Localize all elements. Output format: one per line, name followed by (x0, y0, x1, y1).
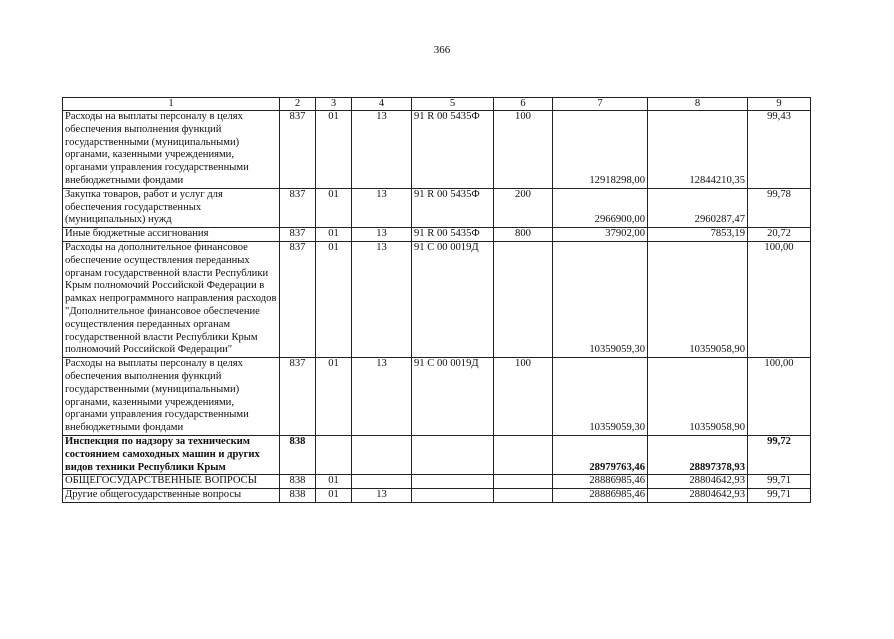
row-name: Инспекция по надзору за техническим состоянием самоходных машин и других видов техники Республики Крым (63, 435, 280, 474)
row-name: Расходы на выплаты персоналу в целях обеспечения выполнения функций государственными (муниципальными) органами, казенными учреждениями, органами управления государственными внебюджетными фондами (63, 111, 280, 189)
header-cell: 8 (648, 98, 748, 111)
table-row (63, 435, 811, 474)
cell-executed: 2960287,47 (648, 188, 748, 227)
cell-target-article (412, 489, 494, 503)
cell-subsection (352, 435, 412, 474)
cell-subsection: 13 (352, 188, 412, 227)
cell-section: 01 (316, 475, 352, 489)
row-name: Расходы на дополнительное финансовое обеспечение осуществления переданных органам государственной власти Республики Крым полномочий Российской Федерации в рамках непрограммного направления расходов "Дополнительное финансовое обеспечение осуществления переданных органам государственной власти Республики Крым полномочий Российской Федерации" (63, 241, 280, 357)
cell-executed: 7853,19 (648, 228, 748, 242)
table-row (63, 358, 811, 436)
cell-admin: 838 (280, 475, 316, 489)
cell-section: 01 (316, 111, 352, 189)
budget-table (62, 97, 811, 503)
cell-executed: 10359058,90 (648, 358, 748, 436)
table-row (63, 111, 811, 189)
cell-plan: 37902,00 (553, 228, 648, 242)
cell-section: 01 (316, 228, 352, 242)
row-name: Закупка товаров, работ и услуг для обеспечения государственных (муниципальных) нужд (63, 188, 280, 227)
cell-expense-type (494, 435, 553, 474)
cell-target-article: 91 С 00 0019Д (412, 241, 494, 357)
cell-expense-type: 200 (494, 188, 553, 227)
cell-admin: 837 (280, 188, 316, 227)
table-row (63, 475, 811, 489)
cell-percent: 99,71 (748, 489, 811, 503)
cell-expense-type (494, 241, 553, 357)
cell-plan: 12918298,00 (553, 111, 648, 189)
cell-executed: 12844210,35 (648, 111, 748, 189)
cell-admin: 837 (280, 111, 316, 189)
page-number: 366 (433, 44, 451, 56)
cell-target-article: 91 R 00 5435Ф (412, 188, 494, 227)
header-cell: 5 (412, 98, 494, 111)
cell-executed: 10359058,90 (648, 241, 748, 357)
cell-subsection: 13 (352, 358, 412, 436)
cell-section: 01 (316, 188, 352, 227)
cell-section: 01 (316, 358, 352, 436)
header-cell: 9 (748, 98, 811, 111)
cell-expense-type (494, 475, 553, 489)
cell-subsection: 13 (352, 489, 412, 503)
cell-percent: 100,00 (748, 241, 811, 357)
cell-expense-type: 100 (494, 358, 553, 436)
cell-plan: 10359059,30 (553, 241, 648, 357)
cell-target-article (412, 435, 494, 474)
cell-subsection: 13 (352, 241, 412, 357)
cell-subsection: 13 (352, 111, 412, 189)
cell-percent: 99,71 (748, 475, 811, 489)
header-cell: 3 (316, 98, 352, 111)
table-row (63, 489, 811, 503)
header-cell: 4 (352, 98, 412, 111)
table-row (63, 228, 811, 242)
cell-section: 01 (316, 489, 352, 503)
cell-executed: 28804642,93 (648, 489, 748, 503)
cell-subsection (352, 475, 412, 489)
cell-executed: 28897378,93 (648, 435, 748, 474)
cell-target-article: 91 R 00 5435Ф (412, 228, 494, 242)
row-name: Расходы на выплаты персоналу в целях обеспечения выполнения функций государственными (муниципальными) органами, казенными учреждениями, органами управления государственными внебюджетными фондами (63, 358, 280, 436)
cell-percent: 99,72 (748, 435, 811, 474)
cell-plan: 28886985,46 (553, 489, 648, 503)
cell-target-article: 91 С 00 0019Д (412, 358, 494, 436)
cell-plan: 28979763,46 (553, 435, 648, 474)
row-name: Другие общегосударственные вопросы (63, 489, 280, 503)
cell-executed: 28804642,93 (648, 475, 748, 489)
row-name: ОБЩЕГОСУДАРСТВЕННЫЕ ВОПРОСЫ (63, 475, 280, 489)
cell-plan: 2966900,00 (553, 188, 648, 227)
header-row (63, 98, 811, 111)
header-cell: 2 (280, 98, 316, 111)
cell-admin: 837 (280, 241, 316, 357)
header-cell: 1 (63, 98, 280, 111)
cell-plan: 10359059,30 (553, 358, 648, 436)
cell-subsection: 13 (352, 228, 412, 242)
cell-percent: 99,78 (748, 188, 811, 227)
cell-section: 01 (316, 241, 352, 357)
cell-target-article: 91 R 00 5435Ф (412, 111, 494, 189)
cell-admin: 838 (280, 489, 316, 503)
row-name: Иные бюджетные ассигнования (63, 228, 280, 242)
cell-target-article (412, 475, 494, 489)
cell-percent: 20,72 (748, 228, 811, 242)
cell-expense-type: 800 (494, 228, 553, 242)
table-row (63, 188, 811, 227)
cell-percent: 99,43 (748, 111, 811, 189)
cell-expense-type: 100 (494, 111, 553, 189)
cell-admin: 837 (280, 228, 316, 242)
cell-admin: 837 (280, 358, 316, 436)
header-cell: 7 (553, 98, 648, 111)
cell-section (316, 435, 352, 474)
header-cell: 6 (494, 98, 553, 111)
cell-expense-type (494, 489, 553, 503)
table-row (63, 241, 811, 357)
cell-percent: 100,00 (748, 358, 811, 436)
cell-plan: 28886985,46 (553, 475, 648, 489)
cell-admin: 838 (280, 435, 316, 474)
